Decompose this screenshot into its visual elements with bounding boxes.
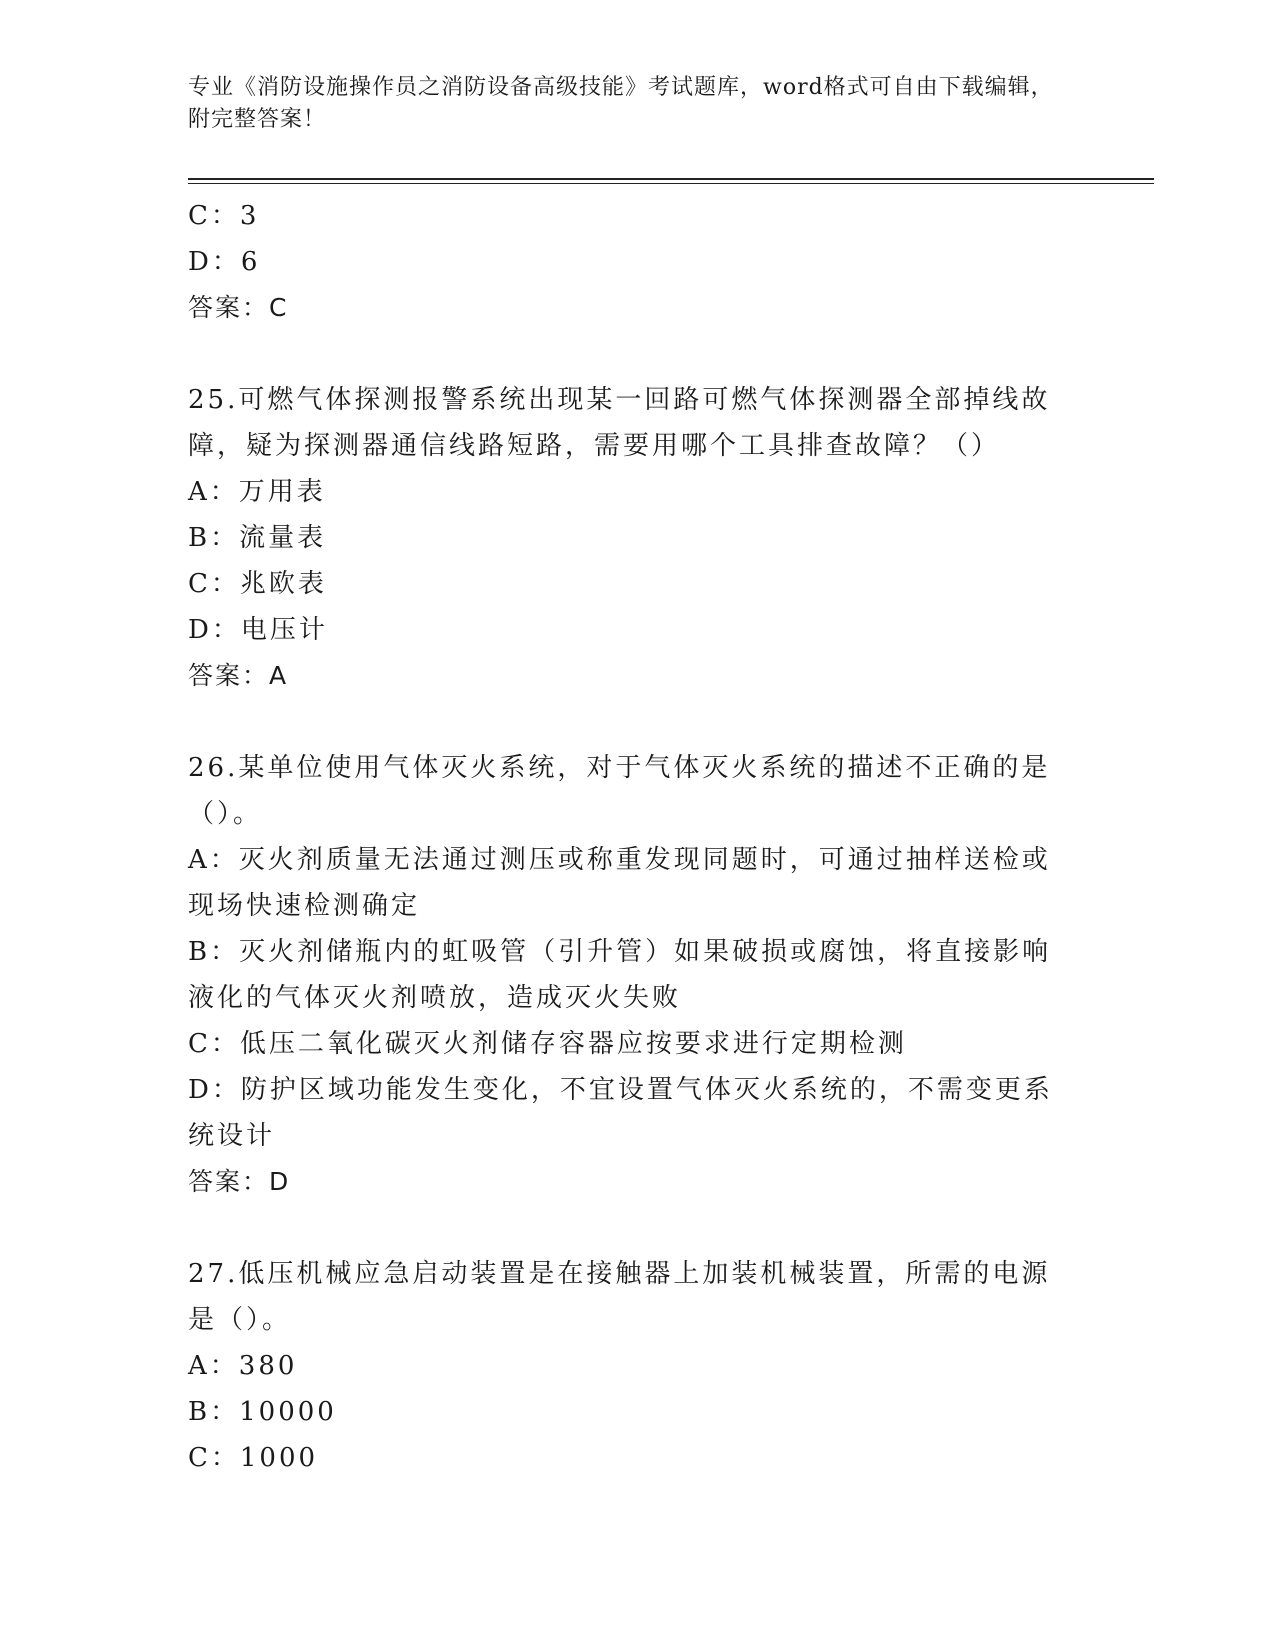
- option: B：灭火剂储瓶内的虹吸管（引升管）如果破损或腐蚀，将直接影响液化的气体灭火剂喷放，造成灭火失败: [188, 937, 1052, 1013]
- option: A：灭火剂质量无法通过测压或称重发现同题时，可通过抽样送检或现场快速检测确定: [188, 845, 1051, 921]
- option: C：兆欧表: [188, 569, 327, 599]
- option: C：低压二氧化碳灭火剂储存容器应按要求进行定期检测: [188, 1029, 907, 1059]
- answer: 答案：D: [188, 1167, 291, 1196]
- option: D：防护区域功能发生变化，不宜设置气体灭火系统的，不需变更系统设计: [188, 1075, 1053, 1151]
- header-divider-thin: [188, 183, 1154, 184]
- option: C：3: [188, 201, 260, 231]
- option: D：6: [188, 247, 261, 277]
- option: D：电压计: [188, 615, 328, 645]
- document-header: 专业《消防设施操作员之消防设备高级技能》考试题库，word格式可自由下载编辑，附完整答案！: [188, 75, 1054, 132]
- answer: 答案：C: [188, 293, 289, 322]
- question-text: 25.可燃气体探测报警系统出现某一回路可燃气体探测器全部掉线故障，疑为探测器通信线路短路，需要用哪个工具排查故障？（）: [188, 385, 1051, 461]
- option: B：10000: [188, 1397, 337, 1427]
- option: B：流量表: [188, 523, 327, 553]
- option: C：1000: [188, 1443, 319, 1473]
- question-content: [188, 193, 1068, 1481]
- question-text: 27.低压机械应急启动装置是在接触器上加装机械装置，所需的电源是（）。: [188, 1259, 1051, 1335]
- option: A：380: [188, 1351, 298, 1381]
- question-text: 26.某单位使用气体灭火系统，对于气体灭火系统的描述不正确的是（）。: [188, 753, 1051, 829]
- option: A：万用表: [188, 477, 326, 507]
- header-divider: [188, 178, 1154, 180]
- answer: 答案：A: [188, 661, 289, 690]
